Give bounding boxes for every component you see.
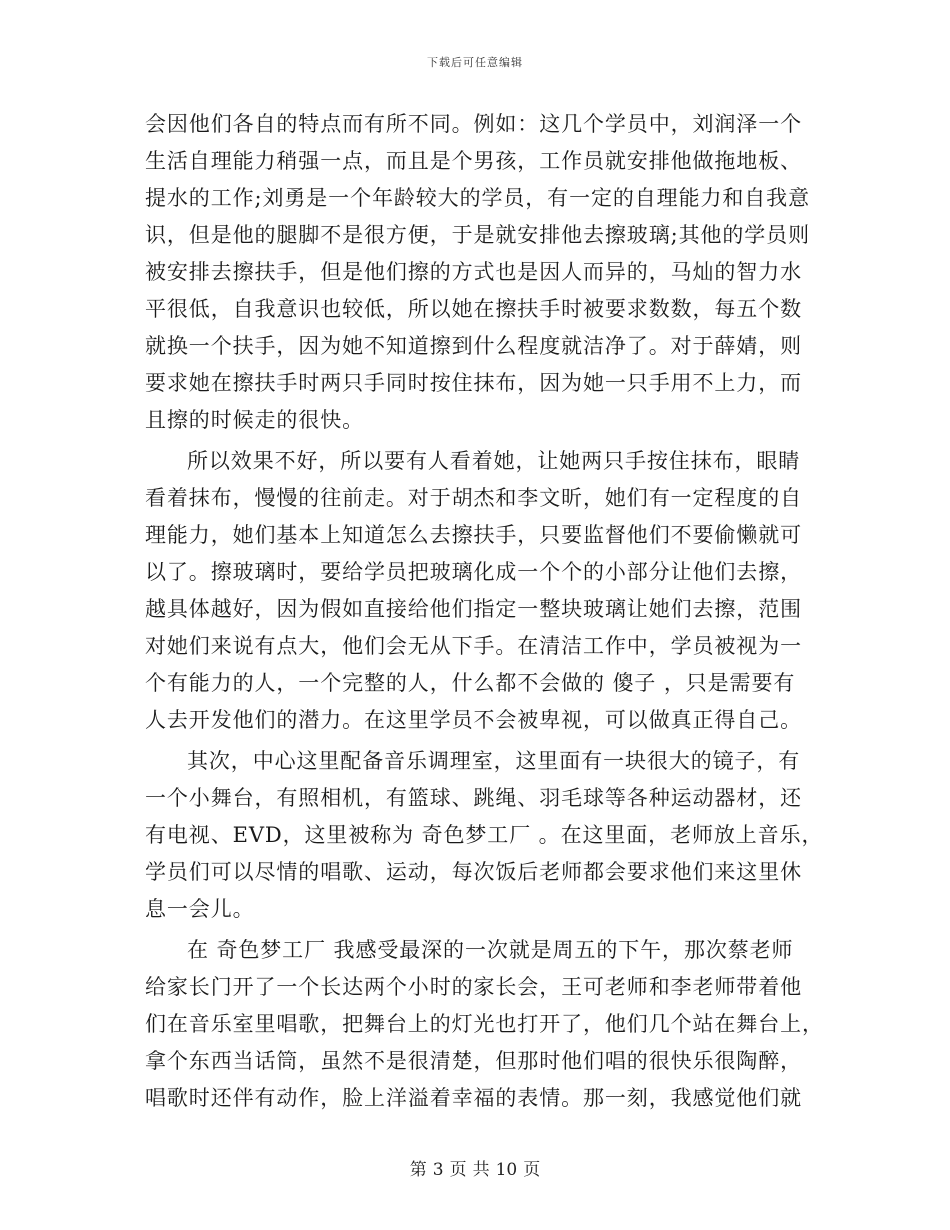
text-line: 所以效果不好，所以要有人看着她，让她两只手按住抹布，眼睛 <box>187 449 801 473</box>
text-line: 且擦的时候走的很快。 <box>145 408 364 432</box>
page-prefix: 第 <box>409 1160 427 1180</box>
text-line: 在 奇色梦工厂 我感受最深的一次就是周五的下午，那次蔡老师 <box>187 938 794 962</box>
paragraph-4 <box>145 932 824 1117</box>
text-line: 唱歌时还伴有动作，脸上洋溢着幸福的表情。那一刻，我感觉他们就 <box>145 1086 802 1110</box>
text-line: 学员们可以尽情的唱歌、运动，每次饭后老师都会要求他们来这里休 <box>145 860 802 884</box>
text-line: 会因他们各自的特点而有所不同。例如：这几个学员中，刘润泽一个 <box>145 112 802 136</box>
page-header: 下载后可任意编辑 <box>427 56 523 69</box>
text-line: 生活自理能力稍强一点，而且是个男孩，工作员就安排他做拖地板、 <box>145 149 802 173</box>
paragraph-2 <box>145 443 805 739</box>
page-footer <box>0 1155 950 1180</box>
text-line: 理能力，她们基本上知道怎么去擦扶手，只要监督他们不要偷懒就可 <box>145 523 802 547</box>
text-line: 人去开发他们的潜力。在这里学员不会被卑视，可以做真正得自己。 <box>145 708 802 732</box>
text-line: 平很低，自我意识也较低，所以她在擦扶手时被要求数数，每五个数 <box>145 297 802 321</box>
text-line: 提水的工作;刘勇是一个年龄较大的学员，有一定的自理能力和自我意 <box>145 186 810 210</box>
text-line: 给家长门开了一个长达两个小时的家长会，王可老师和李老师带着他 <box>145 975 802 999</box>
page-number: 3 <box>432 1160 444 1180</box>
text-line: 就换一个扶手，因为她不知道擦到什么程度就洁净了。对于薛婧，则 <box>145 334 802 358</box>
text-line: 有电视、EVD，这里被称为 奇色梦工厂 。在这里面，老师放上音乐， <box>145 823 824 847</box>
text-line: 们在音乐室里唱歌，把舞台上的灯光也打开了，他们几个站在舞台上， <box>145 1012 824 1036</box>
page-word: 页 <box>449 1160 467 1180</box>
total-word: 页 <box>523 1160 541 1180</box>
document-body <box>145 106 824 1117</box>
total-prefix: 共 <box>472 1160 490 1180</box>
text-line: 其次，中心这里配备音乐调理室，这里面有一块很大的镜子，有 <box>187 749 801 773</box>
text-line: 被安排去擦扶手，但是他们擦的方式也是因人而异的，马灿的智力水 <box>145 260 802 284</box>
text-line: 一个小舞台，有照相机，有篮球、跳绳、羽毛球等各种运动器材，还 <box>145 786 802 810</box>
text-line: 对她们来说有点大，他们会无从下手。在清洁工作中，学员被视为一 <box>145 634 802 658</box>
text-line: 要求她在擦扶手时两只手同时按住抹布，因为她一只手用不上力，而 <box>145 371 802 395</box>
text-line: 个有能力的人，一个完整的人，什么都不会做的 傻子 ，只是需要有 <box>145 671 796 695</box>
text-line: 以了。擦玻璃时，要给学员把玻璃化成一个个的小部分让他们去擦， <box>145 560 802 584</box>
paragraph-1 <box>145 106 810 439</box>
total-pages: 10 <box>495 1160 518 1180</box>
text-line: 看着抹布，慢慢的往前走。对于胡杰和李文昕，她们有一定程度的自 <box>145 486 802 510</box>
text-line: 越具体越好，因为假如直接给他们指定一整块玻璃让她们去擦，范围 <box>145 597 802 621</box>
paragraph-3 <box>145 743 824 928</box>
text-line: 息一会儿。 <box>145 897 255 921</box>
text-line: 拿个东西当话筒，虽然不是很清楚，但那时他们唱的很快乐很陶醉， <box>145 1049 802 1073</box>
text-line: 识，但是他的腿脚不是很方便，于是就安排他去擦玻璃;其他的学员则 <box>145 223 810 247</box>
